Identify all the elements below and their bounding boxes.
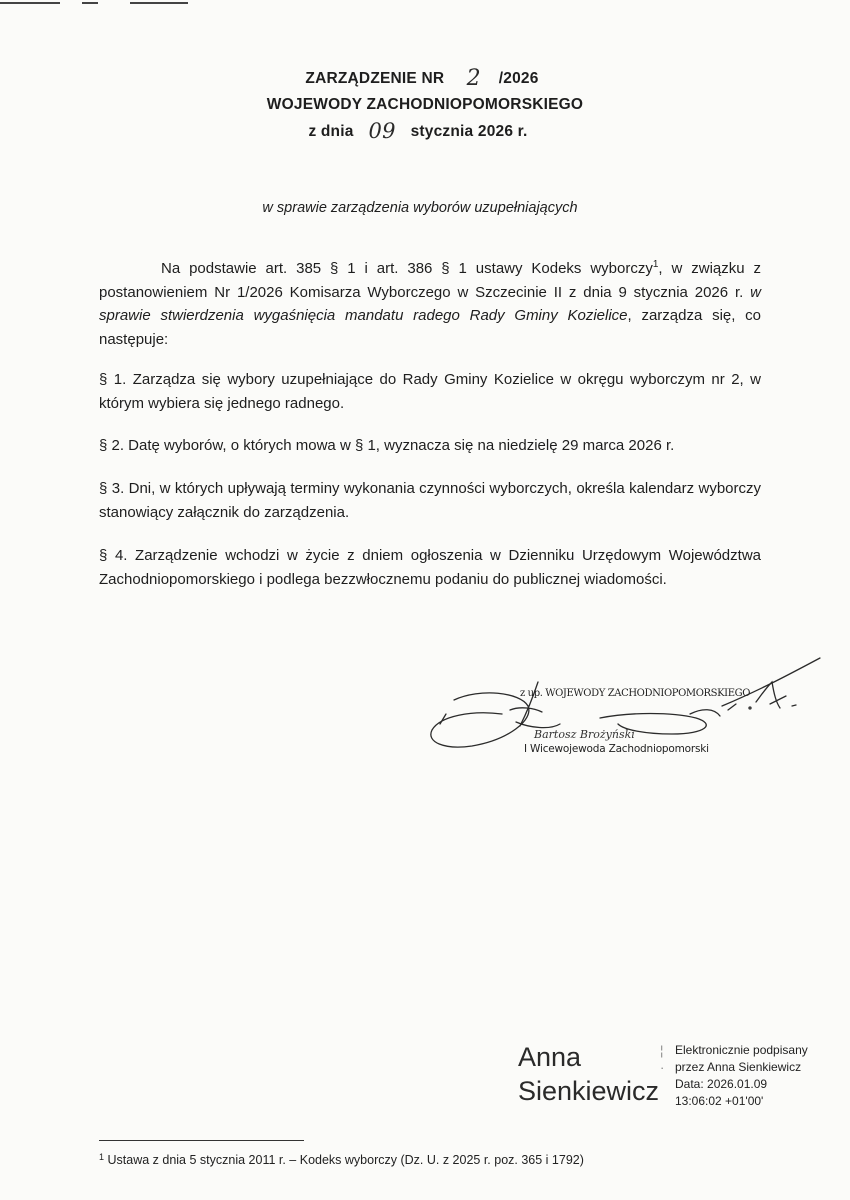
- footnote-separator: [99, 1140, 304, 1141]
- stamp-authority: z up. WOJEWODY ZACHODNIOPOMORSKIEGO: [520, 688, 751, 699]
- footnote-ref: 1: [652, 259, 659, 270]
- handwritten-number: 2: [466, 66, 481, 91]
- signature-details: Elektronicznie podpisany przez Anna Sienkiewicz Data: 2026.01.09 13:06:02 +01'00': [675, 1043, 808, 1108]
- official-signature-stamp: [410, 650, 840, 780]
- document-subject: w sprawie zarządzenia wyborów uzupełniających: [262, 200, 578, 216]
- scan-edge-marks: [0, 0, 850, 6]
- paragraph-2: § 2. Datę wyborów, o których mowa w § 1, wyznacza się na niedzielę 29 marca 2026 r.: [99, 437, 675, 454]
- paragraph-1: § 1. Zarządza się wybory uzupełniające do Rady Gminy Kozielice w okręgu wyborczym nr 2, w którym wybiera się jednego radnego.: [99, 371, 761, 412]
- stamp-title: I Wicewojewoda Zachodniopomorski: [524, 743, 709, 755]
- document-header: [0, 66, 850, 144]
- handwritten-day: 09: [368, 119, 396, 143]
- document-title: ZARZĄDZENIE NR 2 /2026: [305, 66, 539, 91]
- document-date: z dnia 09 stycznia 2026 r.: [308, 119, 528, 143]
- issuer: WOJEWODY ZACHODNIOPOMORSKIEGO: [266, 96, 584, 113]
- stamp-name: Bartosz Brożyński: [534, 728, 635, 741]
- legal-basis-paragraph: Na podstawie art. 385 § 1 i art. 386 § 1 ustawy Kodeks wyborczy$^1$, w związku z postanowieniem Nr 1/2026 Komisarza Wyborczego w Szczecinie II z dnia 9 stycznia 2026 r. w sprawie stwierdzenia wygaśnięcia mandatu radego Rady Gminy Kozielice, zarządza się, co następuje:: [99, 259, 762, 348]
- handwritten-signature-icon: [410, 650, 840, 780]
- footnote: $^1$ Ustawa z dnia 5 stycznia 2011 r. – Kodeks wyborczy (Dz. U. z 2025 r. poz. 365 i 1792): [99, 1152, 584, 1167]
- signature-marks-icon: ¦ ·: [660, 1043, 665, 1075]
- electronic-signature: [518, 1040, 838, 1125]
- signer-name: Anna Sienkiewicz: [518, 1042, 660, 1106]
- paragraph-4: § 4. Zarządzenie wchodzi w życie z dniem ogłoszenia w Dzienniku Urzędowym Województwa Zachodniopomorskiego i podlega bezzwłocznemu podaniu do publicznej wiadomości.: [99, 547, 761, 588]
- paragraph-3: § 3. Dni, w których upływają terminy wykonania czynności wyborczych, określa kalendarz wyborczy stanowiący załącznik do zarządzenia.: [99, 480, 761, 521]
